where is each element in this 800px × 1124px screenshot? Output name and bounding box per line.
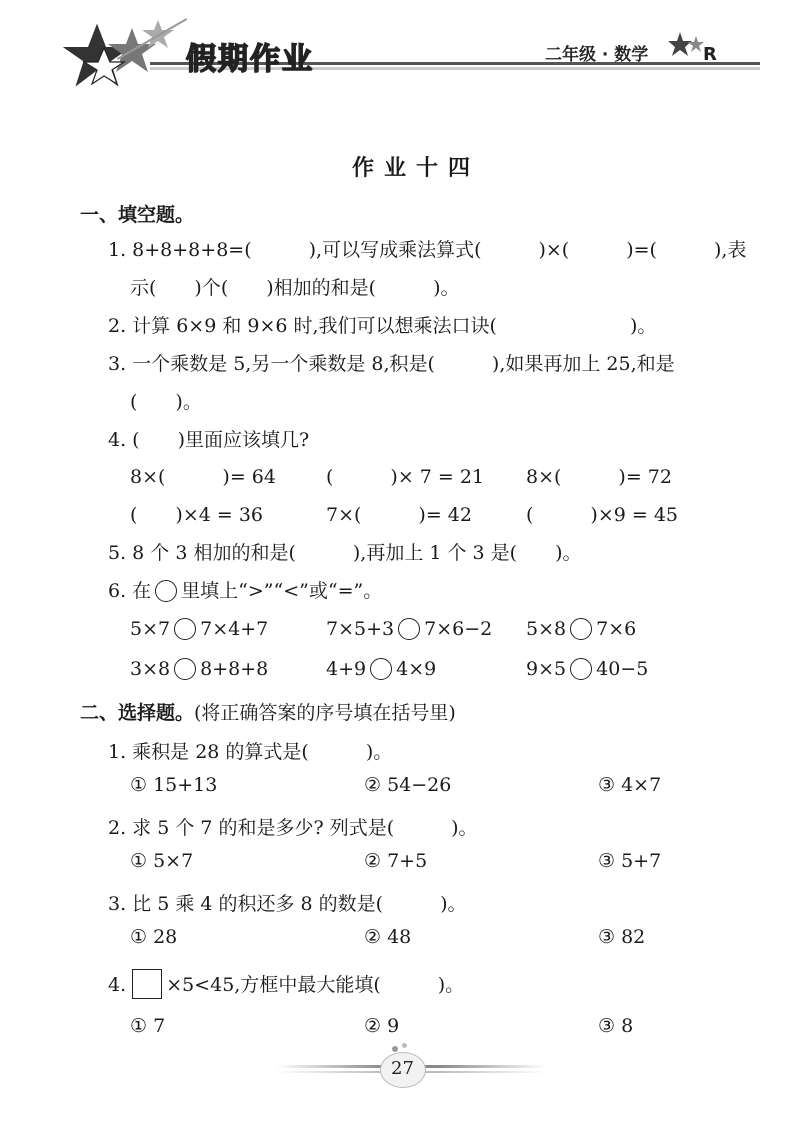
choice-option[interactable]: ② 9	[364, 1015, 400, 1037]
q4-item: ( )×9 = 45	[526, 504, 679, 526]
question-3-line2: ( )。	[130, 391, 202, 413]
compare-circle[interactable]	[370, 658, 392, 680]
compare-circle[interactable]	[570, 618, 592, 640]
page-title: 作业十四	[352, 156, 481, 181]
q4-text: ×5<45,方框中最大能填( )。	[166, 974, 465, 996]
question-3-line1: 3. 一个乘数是 5,另一个乘数是 8,积是( ),如果再加上 25,和是	[108, 353, 675, 375]
choice-option[interactable]: ③ 82	[598, 926, 646, 948]
compare-item	[130, 618, 268, 640]
compare-left: 9×5	[526, 658, 567, 680]
choice-question-2: 2. 求 5 个 7 的和是多少? 列式是( )。	[108, 817, 478, 839]
question-2: 2. 计算 6×9 和 9×6 时,我们可以想乘法口诀( )。	[108, 315, 657, 337]
question-5: 5. 8 个 3 相加的和是( ),再加上 1 个 3 是( )。	[108, 542, 582, 564]
choice-option[interactable]: ① 15+13	[130, 774, 218, 796]
choice-question-4	[108, 969, 464, 999]
choice-option[interactable]: ③ 5+7	[598, 850, 662, 872]
edition-mark: R	[703, 44, 717, 65]
compare-item	[526, 658, 648, 680]
compare-left: 5×7	[130, 618, 171, 640]
compare-circle[interactable]	[174, 618, 196, 640]
q4-item: ( )× 7 = 21	[326, 466, 485, 488]
compare-right: 4×9	[396, 658, 437, 680]
compare-right: 7×4+7	[200, 618, 269, 640]
answer-box[interactable]	[132, 969, 162, 999]
compare-circle[interactable]	[174, 658, 196, 680]
compare-right: 8+8+8	[200, 658, 269, 680]
q4-item: 7×( )= 42	[326, 504, 472, 526]
compare-item	[526, 618, 636, 640]
choice-option[interactable]: ② 54−26	[364, 774, 452, 796]
choice-question-3: 3. 比 5 乘 4 的积还多 8 的数是( )。	[108, 893, 467, 915]
section2-heading-row	[80, 698, 456, 725]
compare-left: 4+9	[326, 658, 367, 680]
section2-heading: 二、选择题。	[80, 702, 195, 724]
question-1-line1: 1. 8+8+8+8=( ),可以写成乘法算式( )×( )=( ),表	[108, 239, 747, 261]
choice-option[interactable]: ③ 8	[598, 1015, 634, 1037]
compare-left: 5×8	[526, 618, 567, 640]
choice-option[interactable]: ① 5×7	[130, 850, 194, 872]
section2-note: (将正确答案的序号填在括号里)	[194, 702, 456, 724]
brand-title: 假期作业	[186, 42, 314, 77]
question-4-heading: 4. ( )里面应该填几?	[108, 429, 310, 451]
question-1-line2: 示( )个( )相加的和是( )。	[130, 277, 460, 299]
compare-right: 7×6	[596, 618, 637, 640]
small-stars-icon	[668, 30, 708, 64]
compare-item	[130, 658, 268, 680]
choice-option[interactable]: ② 48	[364, 926, 412, 948]
compare-right: 7×6−2	[424, 618, 493, 640]
compare-item	[326, 618, 492, 640]
choice-option[interactable]: ① 28	[130, 926, 178, 948]
compare-left: 3×8	[130, 658, 171, 680]
page-number: 27	[391, 1058, 414, 1079]
compare-circle[interactable]	[398, 618, 420, 640]
q4-item: 8×( )= 72	[526, 466, 672, 488]
compare-circle[interactable]	[570, 658, 592, 680]
compare-right: 40−5	[596, 658, 649, 680]
choice-option[interactable]: ② 7+5	[364, 850, 428, 872]
choice-question-1: 1. 乘积是 28 的算式是( )。	[108, 741, 393, 763]
q6-prefix: 6. 在	[108, 580, 152, 602]
q4-item: 8×( )= 64	[130, 466, 276, 488]
q4-item: ( )×4 = 36	[130, 504, 264, 526]
compare-left: 7×5+3	[326, 618, 395, 640]
question-6	[108, 576, 382, 603]
q6-suffix: 里填上“>”“<”或“=”。	[181, 580, 383, 602]
compare-item	[326, 658, 436, 680]
circle-blank-icon	[155, 580, 177, 602]
q4-number: 4.	[108, 974, 127, 996]
grade-subject: 二年级 · 数学	[545, 45, 649, 65]
choice-option[interactable]: ① 7	[130, 1015, 166, 1037]
section1-heading: 一、填空题。	[80, 204, 195, 226]
choice-option[interactable]: ③ 4×7	[598, 774, 662, 796]
